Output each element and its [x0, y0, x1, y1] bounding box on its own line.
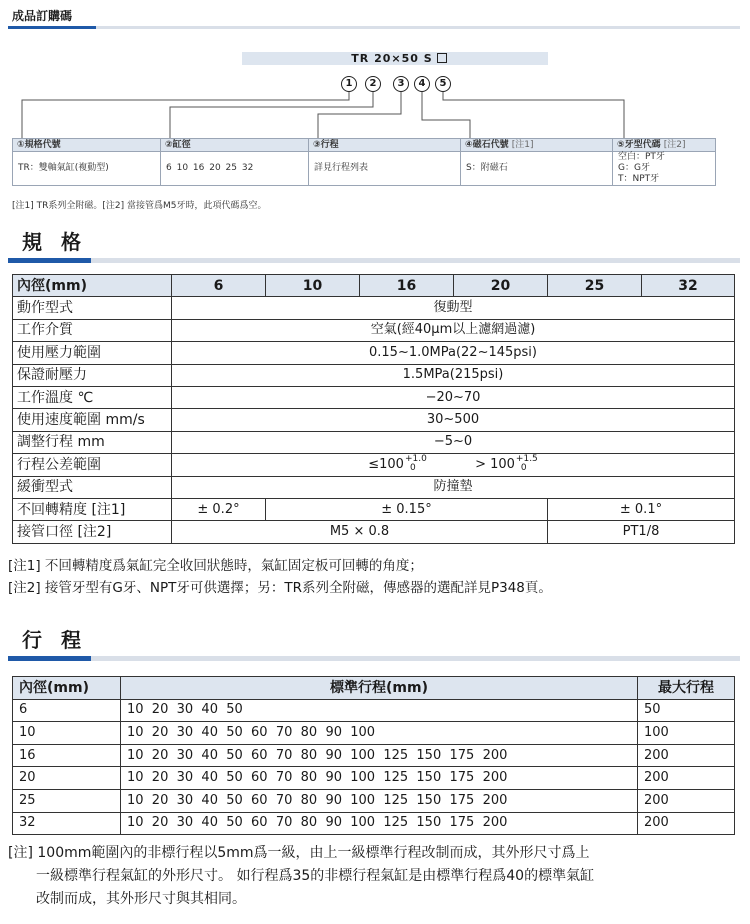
stroke-note-line-2: 一級標準行程氣缸的外形尺寸。 如行程爲35的非標行程氣缸是由標準行程爲40的標準氣缸	[36, 868, 595, 884]
stroke-row	[13, 767, 735, 790]
spec-row-speed	[13, 409, 735, 431]
spec-label: 使用速度範圍 mm/s	[13, 409, 172, 431]
stroke-standard: 10 20 30 40 50	[121, 699, 638, 722]
spec-value: M5 × 0.8	[172, 521, 548, 543]
order-col-header-4: ④磁石代號 [注1]	[461, 139, 613, 152]
leader-line-4	[422, 92, 470, 138]
spec-header-20: 20	[454, 275, 548, 297]
spec-label: 調整行程 mm	[13, 431, 172, 453]
tolerance-le100-fraction: +1.0 0	[404, 454, 427, 474]
stroke-header-bore: 內徑(mm)	[13, 677, 121, 700]
stroke-standard: 10 20 30 40 50 60 70 80 90 100	[121, 722, 638, 745]
spec-row-medium	[13, 319, 735, 341]
stroke-bore: 6	[13, 699, 121, 722]
stroke-rule-accent	[8, 656, 91, 661]
spec-notes	[8, 555, 552, 599]
stroke-bore: 25	[13, 789, 121, 812]
spec-label: 行程公差範圍	[13, 454, 172, 476]
stroke-max: 200	[638, 789, 735, 812]
spec-row-proof	[13, 364, 735, 386]
stroke-standard: 10 20 30 40 50 60 70 80 90 100 125 150 175 200	[121, 789, 638, 812]
spec-label: 動作型式	[13, 297, 172, 319]
spec-value: ± 0.1°	[548, 498, 735, 520]
tolerance-le100: ≤100	[368, 456, 404, 472]
code-circle-3: 3	[393, 76, 409, 92]
spec-value-tolerance	[172, 454, 735, 476]
spec-note-1: [注1] 不回轉精度爲氣缸完全收回狀態時，氣缸固定板可回轉的角度；	[8, 558, 423, 574]
spec-value: 30~500	[172, 409, 735, 431]
order-code-value-row	[13, 152, 716, 186]
spec-heading: 規 格	[22, 230, 87, 254]
order-col-header-3: ③行程	[309, 139, 461, 152]
stroke-heading: 行 程	[22, 628, 87, 652]
leader-line-3	[318, 92, 401, 138]
spec-row-action	[13, 297, 735, 319]
spec-header-row	[13, 275, 735, 297]
code-circle-2: 2	[365, 76, 381, 92]
order-code-note: [注1] TR系列全附磁。[注2] 當接管爲M5牙時，此項代碼爲空。	[12, 201, 267, 211]
stroke-row	[13, 812, 735, 835]
stroke-row	[13, 722, 735, 745]
spec-row-port	[13, 521, 735, 543]
spec-note-2: [注2] 接管牙型有G牙、NPT牙可供選擇；另：TR系列全附磁，傳感器的選配詳見P348頁。	[8, 580, 552, 596]
stroke-standard: 10 20 30 40 50 60 70 80 90 100 125 150 175 200	[121, 812, 638, 835]
spec-value: −5~0	[172, 431, 735, 453]
spec-value: 空氣(經40μm以上濾網過濾)	[172, 319, 735, 341]
spec-label: 緩衝型式	[13, 476, 172, 498]
stroke-max: 200	[638, 767, 735, 790]
spec-header-25: 25	[548, 275, 642, 297]
stroke-note-line-1: [注] 100mm範圍內的非標行程以5mm爲一級，由上一級標準行程改制而成，其外形尺寸爲上	[8, 845, 590, 861]
code-circle-5: 5	[435, 76, 451, 92]
stroke-table	[12, 676, 735, 835]
order-code-title: 成品訂購碼	[12, 9, 73, 23]
stroke-header-standard: 標準行程(mm)	[121, 677, 638, 700]
spec-rule	[8, 258, 740, 263]
thread-option-blank: 空白：PT牙	[618, 152, 665, 162]
order-col-value-1: TR：雙軸氣缸(複動型)	[13, 152, 161, 186]
stroke-note-line-3: 改制而成，其外形尺寸與其相同。	[36, 891, 246, 907]
stroke-rule	[8, 656, 740, 661]
order-col-header-1: ①規格代號	[13, 139, 161, 152]
order-col-value-5	[613, 152, 716, 186]
stroke-max: 200	[638, 812, 735, 835]
spec-value: ± 0.15°	[266, 498, 548, 520]
spec-label: 保證耐壓力	[13, 364, 172, 386]
leader-line-2	[170, 92, 373, 138]
order-col-note-5: [注2]	[663, 139, 686, 150]
order-col-value-3: 詳見行程列表	[309, 152, 461, 186]
order-col-header-5: ⑤牙型代碼 [注2]	[613, 139, 716, 152]
stroke-row	[13, 699, 735, 722]
spec-label: 不回轉精度 [注1]	[13, 498, 172, 520]
spec-rule-accent	[8, 258, 91, 263]
order-code-leader-lines	[0, 0, 750, 140]
stroke-bore: 32	[13, 812, 121, 835]
spec-table	[12, 274, 735, 544]
stroke-max: 50	[638, 699, 735, 722]
spec-header-6: 6	[172, 275, 266, 297]
stroke-row	[13, 789, 735, 812]
thread-option-npt: T：NPT牙	[618, 174, 660, 184]
stroke-bore: 20	[13, 767, 121, 790]
tolerance-gt100-fraction: +1.5 0	[515, 454, 538, 474]
spec-header-bore: 內徑(mm)	[13, 275, 172, 297]
stroke-row	[13, 744, 735, 767]
spec-value: 復動型	[172, 297, 735, 319]
spec-value: 防撞墊	[172, 476, 735, 498]
stroke-standard: 10 20 30 40 50 60 70 80 90 100 125 150 175 200	[121, 767, 638, 790]
leader-line-1	[22, 92, 349, 138]
spec-value: 0.15~1.0MPa(22~145psi)	[172, 342, 735, 364]
order-code-table	[12, 138, 716, 186]
spec-label: 使用壓力範圍	[13, 342, 172, 364]
spec-value: PT1/8	[548, 521, 735, 543]
stroke-max: 200	[638, 744, 735, 767]
order-code-header-row	[13, 139, 716, 152]
stroke-header-max: 最大行程	[638, 677, 735, 700]
spec-header-16: 16	[360, 275, 454, 297]
order-code-text: TR 20×50 S	[351, 52, 433, 65]
thread-option-g: G：G牙	[618, 163, 650, 173]
tolerance-gt100: > 100	[475, 456, 515, 472]
order-col-header-2: ②缸徑	[161, 139, 309, 152]
stroke-header-row	[13, 677, 735, 700]
spec-row-temp	[13, 386, 735, 408]
stroke-standard: 10 20 30 40 50 60 70 80 90 100 125 150 175 200	[121, 744, 638, 767]
spec-label: 接管口徑 [注2]	[13, 521, 172, 543]
spec-row-nonrot	[13, 498, 735, 520]
spec-row-tolerance	[13, 454, 735, 476]
spec-row-adjust	[13, 431, 735, 453]
spec-header-32: 32	[642, 275, 735, 297]
order-col-note-4: [注1]	[511, 139, 534, 150]
spec-row-cushion	[13, 476, 735, 498]
stroke-bore: 10	[13, 722, 121, 745]
spec-value: ± 0.2°	[172, 498, 266, 520]
stroke-note	[8, 842, 733, 911]
spec-label: 工作介質	[13, 319, 172, 341]
order-col-value-2: 6 10 16 20 25 32	[161, 152, 309, 186]
spec-label: 工作溫度 ℃	[13, 386, 172, 408]
code-circle-4: 4	[414, 76, 430, 92]
stroke-max: 100	[638, 722, 735, 745]
spec-row-pressure	[13, 342, 735, 364]
spec-value: 1.5MPa(215psi)	[172, 364, 735, 386]
order-col-value-4: S：附磁石	[461, 152, 613, 186]
stroke-bore: 16	[13, 744, 121, 767]
spec-value: −20~70	[172, 386, 735, 408]
code-circle-1: 1	[341, 76, 357, 92]
spec-header-10: 10	[266, 275, 360, 297]
